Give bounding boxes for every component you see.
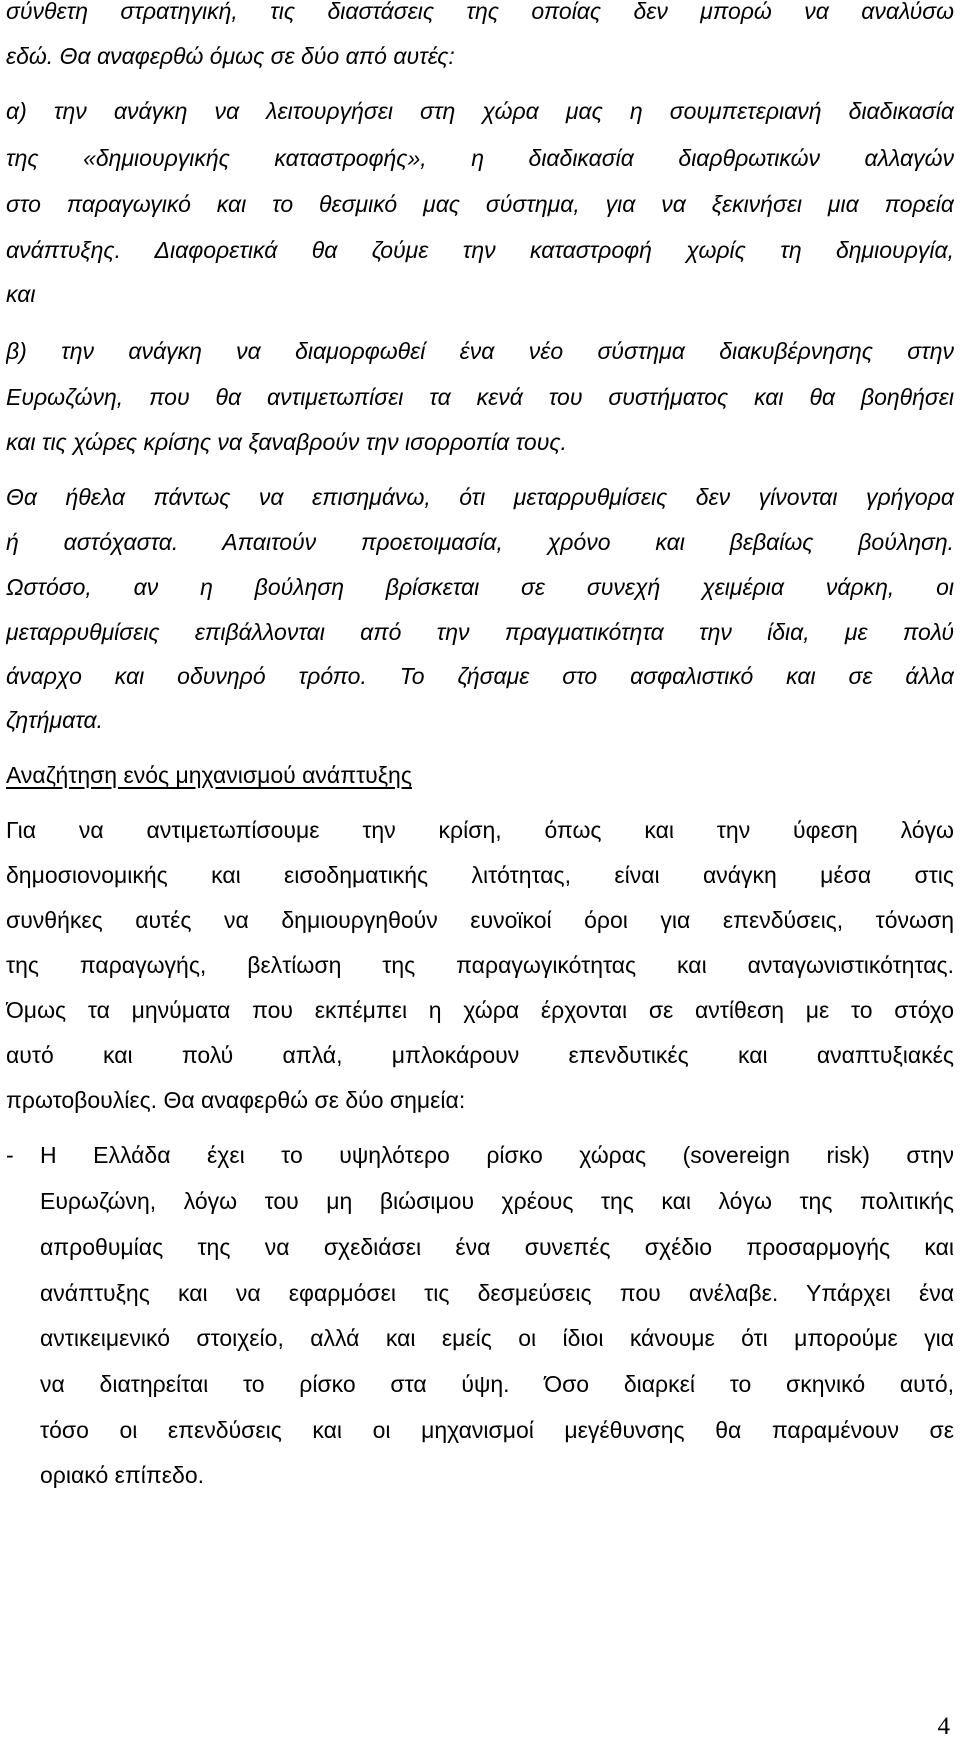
text-line: Όμως τα μηνύματα που εκπέμπει η χώρα έρχονται σε αντίθεση με το στόχο [6,997,954,1023]
text-line: της παραγωγής, βελτίωση της παραγωγικότητας και ανταγωνιστικότητας. [6,952,954,978]
text-line: τόσο οι επενδύσεις και οι μηχανισμοί μεγέθυνσης θα παραμένουν σε [40,1417,954,1443]
text-line: Ευρωζώνη, λόγω του μη βιώσιμου χρέους της και λόγω της πολιτικής [40,1188,954,1214]
text-line: άναρχο και οδυνηρό τρόπο. Το ζήσαμε στο ασφαλιστικό και σε άλλα [6,663,954,689]
text-line: Ευρωζώνη, που θα αντιμετωπίσει τα κενά του συστήματος και θα βοηθήσει [6,384,954,410]
text-line: β) την ανάγκη να διαμορφωθεί ένα νέο σύστημα διακυβέρνησης στην [6,338,954,364]
text-line: α) την ανάγκη να λειτουργήσει στη χώρα μας η σουμπετεριανή διαδικασία [6,98,954,124]
text-line: ανάπτυξης. Διαφορετικά θα ζούμε την καταστροφή χωρίς τη δημιουργία, [6,237,954,263]
text-line: της «δημιουργικής καταστροφής», η διαδικασία διαρθρωτικών αλλαγών [6,145,954,171]
text-line: και [6,281,36,307]
text-line: πρωτοβουλίες. Θα αναφερθώ σε δύο σημεία: [6,1087,466,1113]
text-line: συνθήκες αυτές να δημιουργηθούν ευνοϊκοί όροι για επενδύσεις, τόνωση [6,907,954,933]
section-heading: Αναζήτηση ενός μηχανισμού ανάπτυξης [6,762,412,788]
text-line: αντικειμενικό στοιχείο, αλλά και εμείς οι ίδιοι κάνουμε ότι μπορούμε για [40,1325,954,1351]
text-line: Για να αντιμετωπίσουμε την κρίση, όπως και την ύφεση λόγω [6,817,954,843]
text-line: και τις χώρες κρίσης να ξαναβρούν την ισορροπία τους. [6,429,567,455]
text-line: στο παραγωγικό και το θεσμικό μας σύστημα, για να ξεκινήσει μια πορεία [6,191,954,217]
text-line: ζητήματα. [6,707,104,733]
text-line: μεταρρυθμίσεις επιβάλλονται από την πραγματικότητα την ίδια, με πολύ [6,619,954,645]
text-line: ή αστόχαστα. Απαιτούν προετοιμασία, χρόνο και βεβαίως βούληση. [6,529,954,555]
text-line: να διατηρείται το ρίσκο στα ύψη. Όσο διαρκεί το σκηνικό αυτό, [40,1371,954,1397]
text-line: Ωστόσο, αν η βούληση βρίσκεται σε συνεχή χειμέρια νάρκη, οι [6,574,954,600]
text-line: απροθυμίας της να σχεδιάσει ένα συνεπές σχέδιο προσαρμογής και [40,1234,954,1260]
text-line: αυτό και πολύ απλά, μπλοκάρουν επενδυτικές και αναπτυξιακές [6,1042,954,1068]
text-line: ανάπτυξης και να εφαρμόσει τις δεσμεύσεις που ανέλαβε. Υπάρχει ένα [40,1280,954,1306]
text-line: οριακό επίπεδο. [40,1462,205,1488]
text-line: σύνθετη στρατηγική, τις διαστάσεις της οποίας δεν μπορώ να αναλύσω [6,0,954,24]
page-number: 4 [937,1713,950,1740]
text-line: εδώ. Θα αναφερθώ όμως σε δύο από αυτές: [6,43,455,69]
text-line: δημοσιονομικής και εισοδηματικής λιτότητας, είναι ανάγκη μέσα στις [6,862,954,888]
text-line: Η Ελλάδα έχει το υψηλότερο ρίσκο χώρας (sovereign risk) στην [40,1142,954,1168]
bullet-marker: - [6,1142,14,1168]
text-line: Θα ήθελα πάντως να επισημάνω, ότι μεταρρυθμίσεις δεν γίνονται γρήγορα [6,484,954,510]
